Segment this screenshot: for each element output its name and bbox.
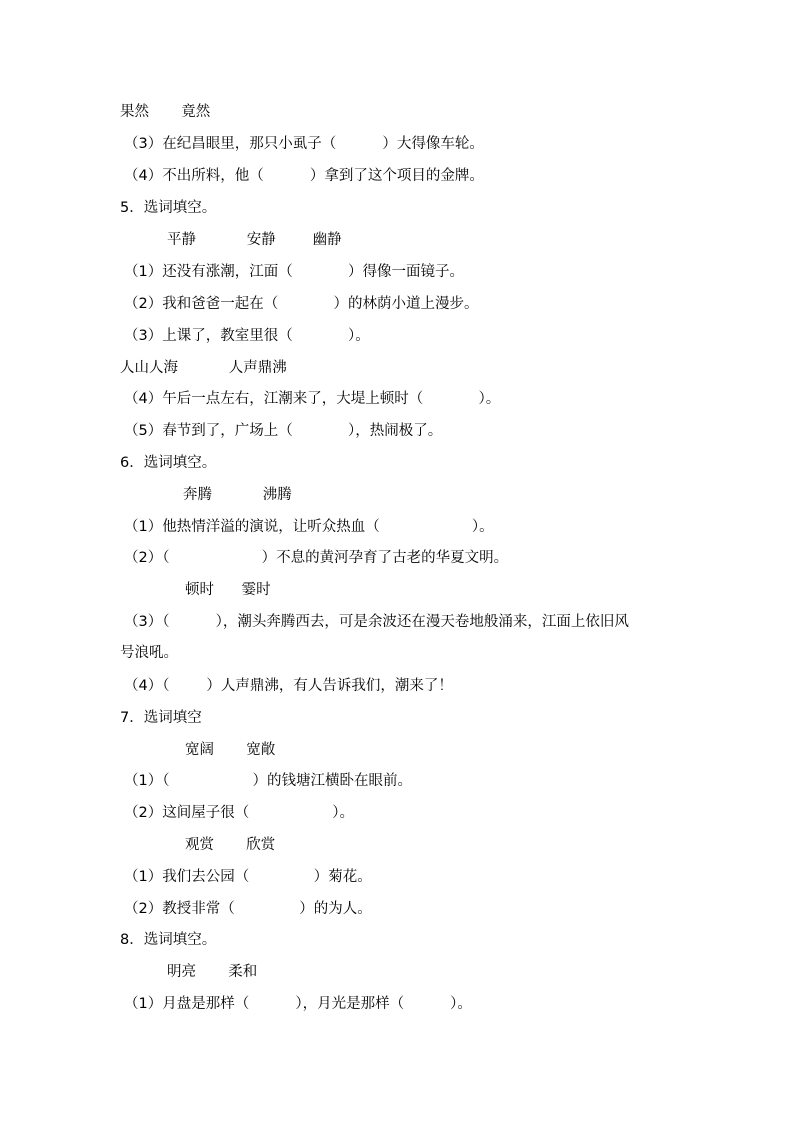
question-line: （1）还没有涨潮，江面（ ）得像一面镜子。: [124, 264, 465, 280]
section-heading: 8．选词填空。: [120, 932, 217, 948]
question-line: （2）教授非常（ ）的为人。: [124, 901, 372, 917]
question-line: （1）我们去公园（ ）菊花。: [124, 869, 372, 885]
question-line: （1）月盘是那样（ ），月光是那样（ ）。: [124, 996, 472, 1012]
question-line: （3）（ ），潮头奔腾西去，可是余波还在漫天卷地般涌来，江面上依旧风: [124, 614, 629, 630]
word-choice-row: 明亮 柔和: [167, 964, 258, 980]
question-line: （4）午后一点左右，江潮来了，大堤上顿时（ ）。: [124, 391, 501, 407]
question-line-continuation: 号浪吼。: [120, 645, 178, 661]
question-line: （2）这间屋子很（ ）。: [124, 805, 354, 821]
question-line: （3）上课了，教室里很（ ）。: [124, 328, 370, 344]
section-heading: 6．选词填空。: [120, 455, 217, 471]
word-choice-row: 果然 竟然: [120, 104, 211, 120]
question-line: （2）（ ）不息的黄河孕育了古老的华夏文明。: [124, 550, 509, 566]
word-choice-row: 平静 安静 幽静: [167, 232, 342, 248]
word-choice-row: 奔腾 沸腾: [183, 487, 292, 503]
question-line: （1）（ ）的钱塘江横卧在眼前。: [124, 773, 412, 789]
question-line: （1）他热情洋溢的演说，让听众热血（ ）。: [124, 519, 494, 535]
question-line: （4）不出所料，他（ ）拿到了这个项目的金牌。: [124, 168, 484, 184]
question-line: （3）在纪昌眼里，那只小虱子（ ）大得像车轮。: [124, 136, 484, 152]
word-choice-row: 观赏 欣赏: [185, 837, 276, 853]
section-heading: 5．选词填空。: [120, 200, 217, 216]
section-heading: 7．选词填空: [120, 710, 202, 726]
word-choice-row: 顿时 霎时: [185, 582, 271, 598]
word-choice-row: 宽阔 宽敞: [185, 742, 276, 758]
question-line: （2）我和爸爸一起在（ ）的林荫小道上漫步。: [124, 296, 479, 312]
question-line: （5）春节到了，广场上（ ），热闹极了。: [124, 423, 443, 439]
question-line: （4）（ ）人声鼎沸，有人告诉我们，潮来了！: [124, 678, 453, 694]
word-choice-row: 人山人海 人声鼎沸: [120, 360, 287, 376]
